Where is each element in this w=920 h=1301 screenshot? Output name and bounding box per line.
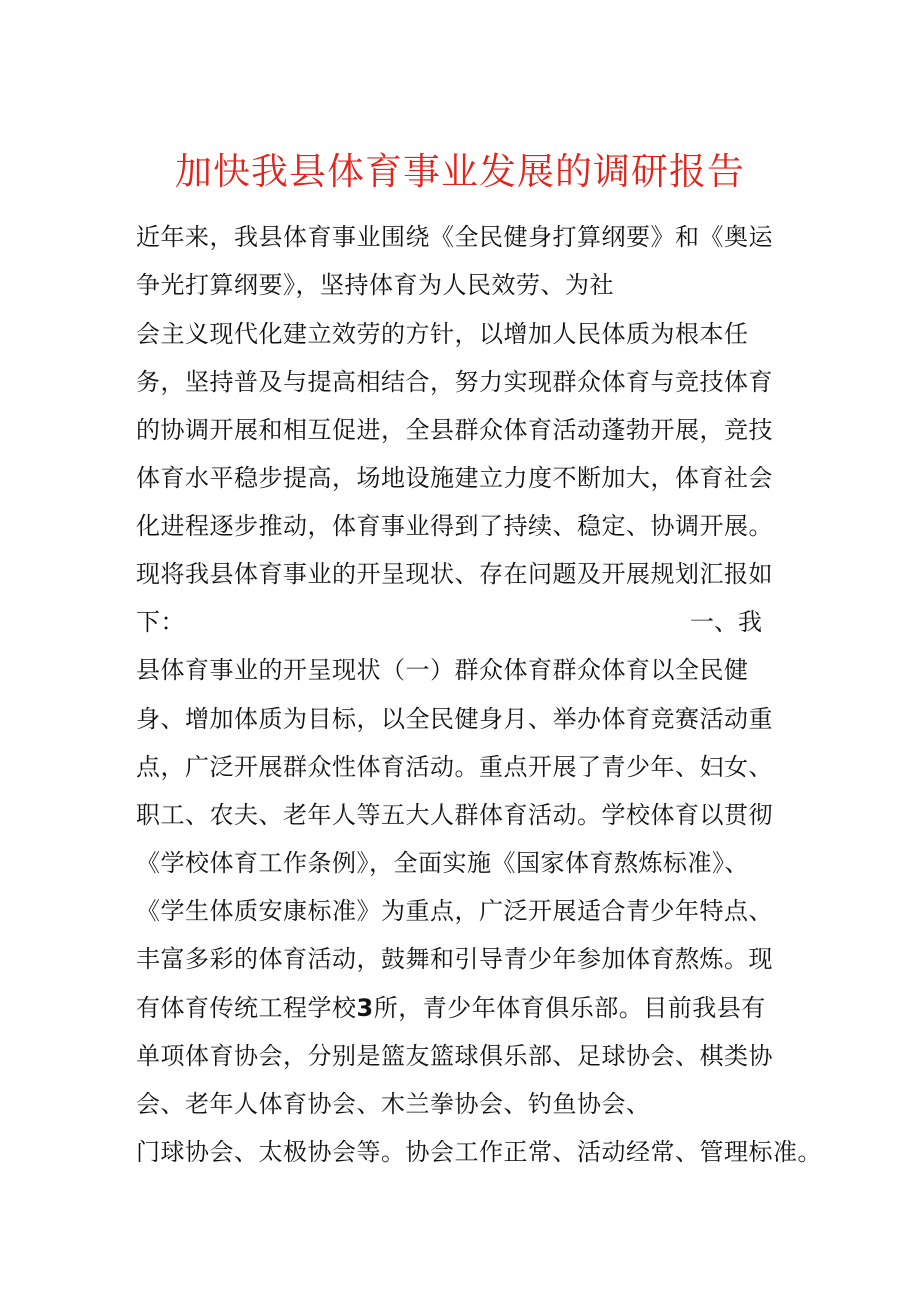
paragraph-line: 近年来，我县体育事业围绕《全民健身打算纲要》和《奥运: [136, 223, 773, 251]
paragraph-line: 化进程逐步推动，体育事业得到了持续、稳定、协调开展。: [136, 512, 773, 540]
page-title: 加快我县体育事业发展的调研报告: [175, 150, 745, 193]
paragraph-line: 丰富多彩的体育活动，鼓舞和引导青少年参加体育熬炼。现: [136, 945, 773, 973]
paragraph-line: 门球协会、太极协会等。协会工作正常、活动经常、管理标准。: [136, 1138, 822, 1166]
paragraph-line: 会主义现代化建立效劳的方针，以增加人民体质为根本任: [136, 320, 749, 348]
paragraph-line: 单项体育协会，分别是篮友篮球俱乐部、足球协会、棋类协: [136, 1042, 773, 1070]
paragraph-line: 《学生体质安康标准》为重点，广泛开展适合青少年特点、: [136, 897, 773, 925]
paragraph-line: 的协调开展和相互促进，全县群众体育活动蓬勃开展，竞技: [136, 416, 773, 444]
paragraph-line: 体育水平稳步提高，场地设施建立力度不断加大，体育社会: [136, 464, 773, 492]
schools-text-before: 有体育传统工程学校: [136, 994, 357, 1022]
paragraph-line: 现将我县体育事业的开呈现状、存在问题及开展规划汇报如: [136, 560, 773, 588]
paragraph-line: 下：: [136, 608, 185, 636]
paragraph-line: 点，广泛开展群众性体育活动。重点开展了青少年、妇女、: [136, 753, 773, 781]
section-heading-start: 一、我: [690, 608, 762, 636]
paragraph-line: 职工、农夫、老年人等五大人群体育活动。学校体育以贯彻: [136, 801, 773, 829]
schools-text-after: 所，青少年体育俱乐部。目前我县有: [373, 994, 766, 1022]
paragraph-line: 县体育事业的开呈现状（一）群众体育群众体育以全民健: [136, 656, 749, 684]
paragraph-line-schools: [136, 991, 766, 1025]
paragraph-line: 身、增加体质为目标，以全民健身月、举办体育竞赛活动重: [136, 705, 773, 733]
paragraph-line: 务，坚持普及与提高相结合，努力实现群众体育与竞技体育: [136, 368, 773, 396]
paragraph-line: 《学校体育工作条例》，全面实施《国家体育熬炼标准》、: [136, 849, 749, 877]
schools-count: 3: [356, 994, 374, 1022]
paragraph-line: 会、老年人体育协会、木兰拳协会、钓鱼协会、: [136, 1090, 651, 1118]
paragraph-line: 争光打算纲要》，坚持体育为人民效劳、为社: [136, 271, 614, 299]
